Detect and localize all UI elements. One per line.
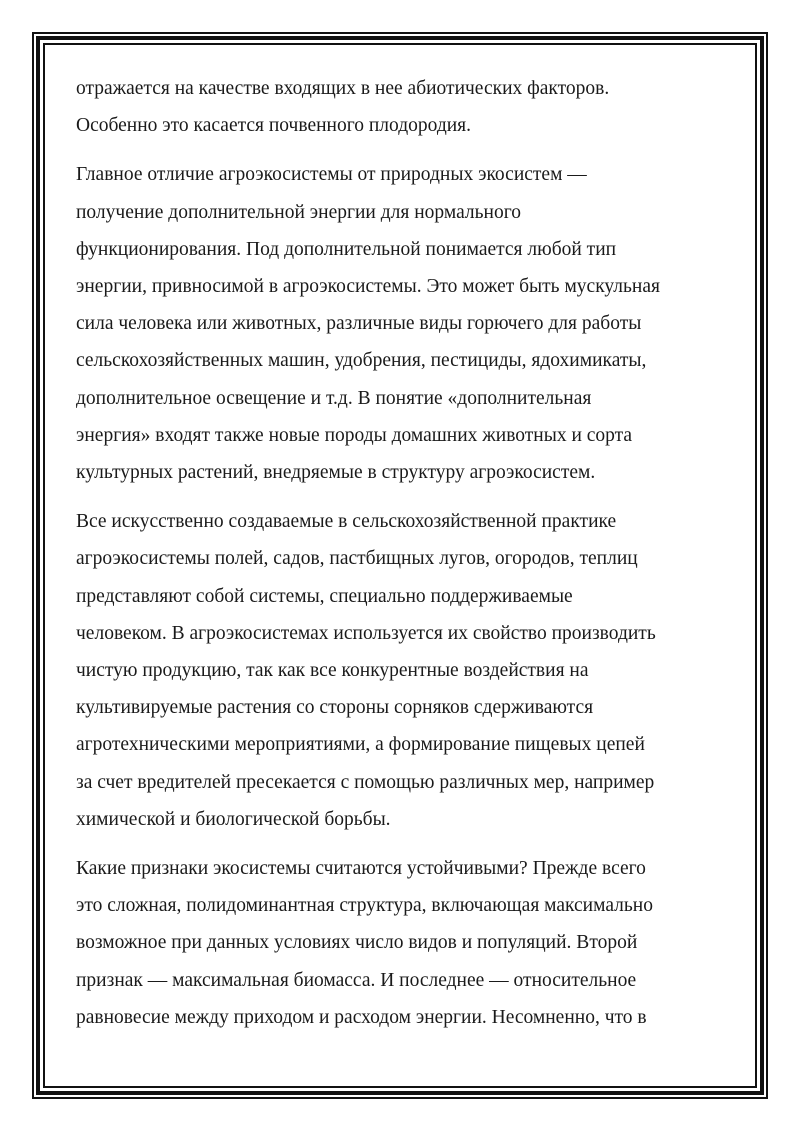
text-line: человеком. В агроэкосистемах используется их свойство производить (76, 622, 656, 644)
text-line: химической и биологической борьбы. (76, 808, 391, 830)
text-line: чистую продукцию, так как все конкурентные воздействия на (76, 660, 589, 682)
text-line: функционирования. Под дополнительной понимается любой тип (76, 238, 617, 260)
text-line: дополнительное освещение и т.д. В понятие «дополнительная (76, 387, 592, 409)
text-line: агротехническими мероприятиями, а формирование пищевых цепей (76, 734, 645, 756)
text-line: Особенно это касается почвенного плодородия. (76, 115, 472, 137)
text-line: отражается на качестве входящих в нее абиотических факторов. (76, 78, 610, 99)
paragraph (76, 503, 726, 838)
text-line: это сложная, полидоминантная структура, включающая максимально (76, 895, 653, 917)
text-line: за счет вредителей пресекается с помощью различных мер, например (76, 771, 655, 793)
paragraph (76, 156, 726, 491)
text-line: Главное отличие агроэкосистемы от природных экосистем — (76, 164, 587, 186)
text-line: равновесие между приходом и расходом энергии. Несомненно, что в (76, 1006, 647, 1028)
text-line: признак — максимальная биомасса. И последнее — относительное (76, 969, 637, 991)
text-line: Все искусственно создаваемые в сельскохозяйственной практике (76, 511, 617, 533)
document-body (76, 70, 726, 1048)
text-line: энергия» входят также новые породы домашних животных и сорта (76, 424, 633, 446)
text-line: получение дополнительной энергии для нормального (76, 201, 521, 223)
text-line: представляют собой системы, специально поддерживаемые (76, 585, 573, 607)
text-line: энергии, привносимой в агроэкосистемы. Это может быть мускульная (76, 276, 660, 298)
text-line: культивируемые растения со стороны сорняков сдерживаются (76, 697, 594, 719)
text-line: сельскохозяйственных машин, удобрения, пестициды, ядохимикаты, (76, 350, 647, 372)
paragraph (76, 850, 726, 1036)
text-line: сила человека или животных, различные виды горючего для работы (76, 313, 642, 335)
text-line: Какие признаки экосистемы считаются устойчивыми? Прежде всего (76, 858, 646, 880)
text-line: агроэкосистемы полей, садов, пастбищных лугов, огородов, теплиц (76, 548, 638, 570)
text-line: культурных растений, внедряемые в структуру агроэкосистем. (76, 462, 596, 484)
text-line: возможное при данных условиях число видов и популяций. Второй (76, 932, 638, 954)
paragraph (76, 70, 726, 144)
